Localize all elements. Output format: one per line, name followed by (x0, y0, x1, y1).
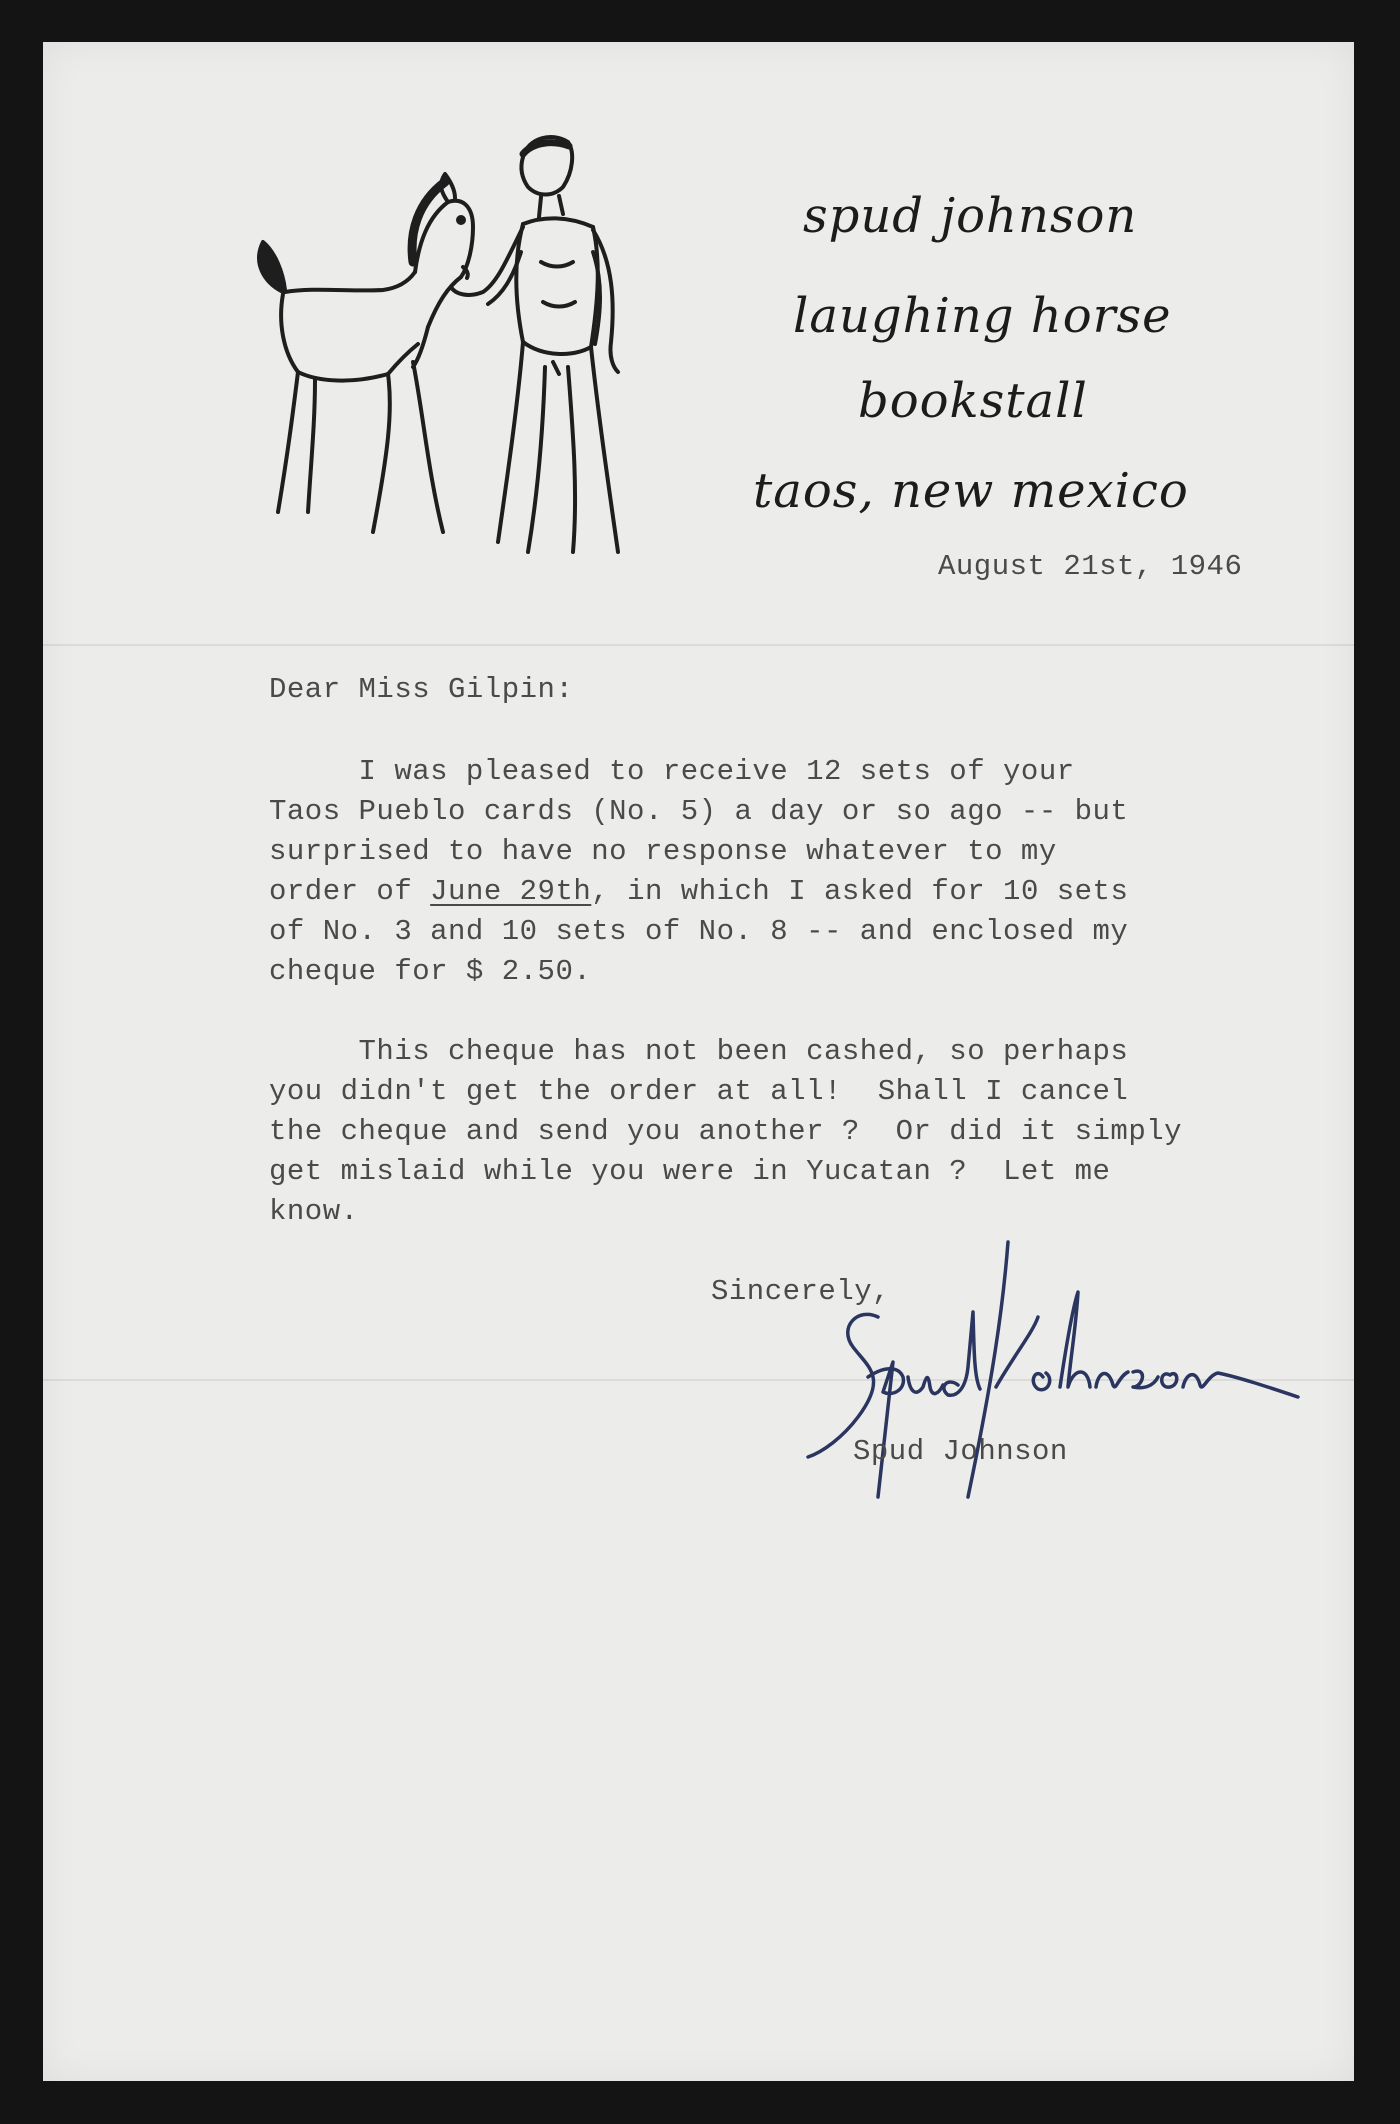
letterhead-stall: bookstall (858, 373, 1088, 429)
letter-sheet (43, 42, 1354, 2081)
letterhead-place: taos, new mexico (753, 463, 1189, 519)
paragraph-line: This cheque has not been cashed, so perhaps (269, 1035, 1129, 1068)
letterhead-name: spud johnson (803, 188, 1138, 244)
paragraph-line: surprised to have no response whatever to my (269, 835, 1057, 868)
line-text: order of (269, 875, 431, 908)
paragraph-line: get mislaid while you were in Yucatan ? Let me (269, 1155, 1111, 1188)
paragraph-line: I was pleased to receive 12 sets of your (269, 755, 1075, 788)
fold-line (43, 644, 1354, 646)
paragraph-line: cheque for $ 2.50. (269, 955, 592, 988)
underlined-date: June 29th (430, 875, 592, 908)
closing: Sincerely, (711, 1275, 891, 1308)
paragraph-line (269, 872, 1128, 912)
paragraph-2 (269, 1032, 1182, 1232)
letter-date: August 21st, 1946 (938, 550, 1243, 583)
paragraph-line: Taos Pueblo cards (No. 5) a day or so ago -- but (269, 795, 1129, 828)
salutation: Dear Miss Gilpin: (269, 673, 574, 706)
handwritten-signature (798, 1237, 1398, 1537)
letterhead-shop: laughing horse (793, 288, 1172, 344)
paragraph-line: know. (269, 1195, 359, 1228)
paragraph-line: the cheque and send you another ? Or did it simply (269, 1115, 1183, 1148)
paragraph-line: of No. 3 and 10 sets of No. 8 -- and enclosed my (269, 915, 1129, 948)
line-text: , in which I asked for 10 sets (591, 875, 1129, 908)
paragraph-1 (269, 752, 1128, 992)
paragraph-line: you didn't get the order at all! Shall I cancel (269, 1075, 1129, 1108)
horse-and-man-illustration (223, 112, 713, 617)
typed-signature-name: Spud Johnson (853, 1435, 1068, 1468)
